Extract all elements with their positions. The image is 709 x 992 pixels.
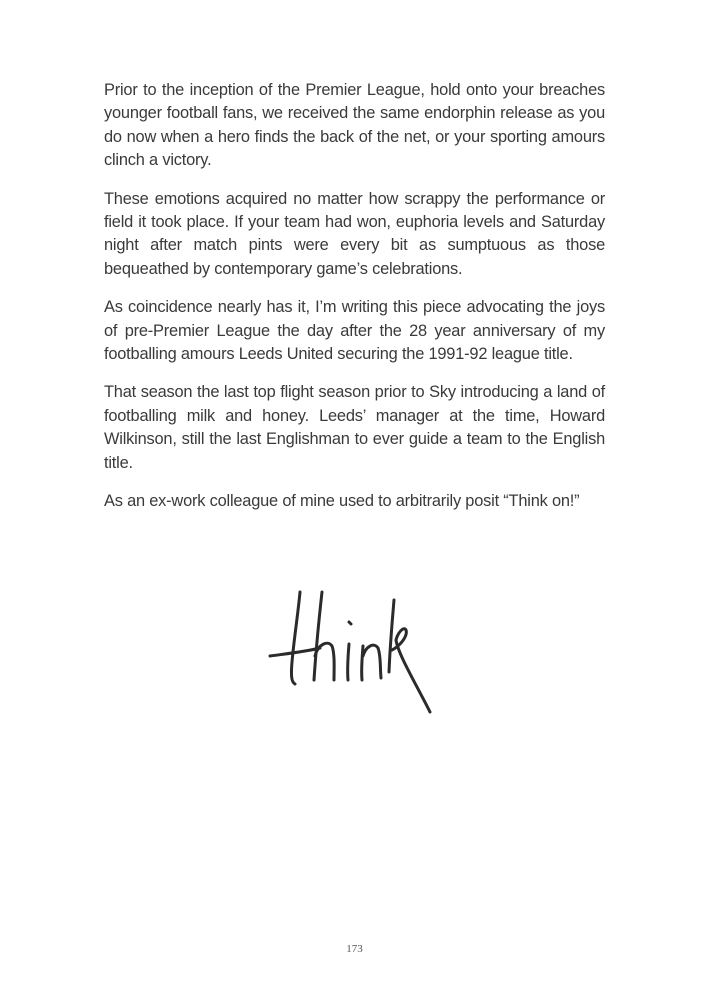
paragraph-2: These emotions acquired no matter how scrappy the performance or field it took place. If your team had won, euphoria levels and Saturday night after match pints were every bit as sumptuous as those bequeathed by contemporary game’s celebrations. (104, 189, 605, 278)
letter-t-stem (291, 592, 300, 684)
letter-n (362, 645, 381, 680)
paragraph-4: That season the last top flight season prior to Sky introducing a land of footballing milk and honey. Leeds’ manager at the time, Howard Wilkinson, still the last Englishman to ever guide a team to the English title. (104, 383, 605, 472)
letter-i-dot (349, 622, 351, 624)
paragraph-5: As an ex-work colleague of mine used to arbitrarily posit “Think on!” (104, 492, 580, 511)
page-number: 173 (346, 943, 363, 955)
letter-t-crossbar (270, 648, 320, 656)
body-text (104, 79, 605, 529)
letter-h (314, 592, 334, 680)
paragraph-3: As coincidence nearly has it, I’m writing this piece advocating the joys of pre-Premier League the day after the 28 year anniversary of my footballing amours Leeds United securing the 1991-92 league title. (104, 298, 605, 364)
letter-k-arm (392, 629, 430, 712)
letter-i-stem (348, 644, 349, 680)
letter-k-stem (389, 600, 394, 672)
paragraph-1: Prior to the inception of the Premier League, hold onto your breaches younger football fans, we received the same endorphin release as you do now when a hero finds the back of the net, or your sporting amours clinch a victory. (104, 81, 605, 170)
handwritten-think-illustration (262, 584, 442, 724)
